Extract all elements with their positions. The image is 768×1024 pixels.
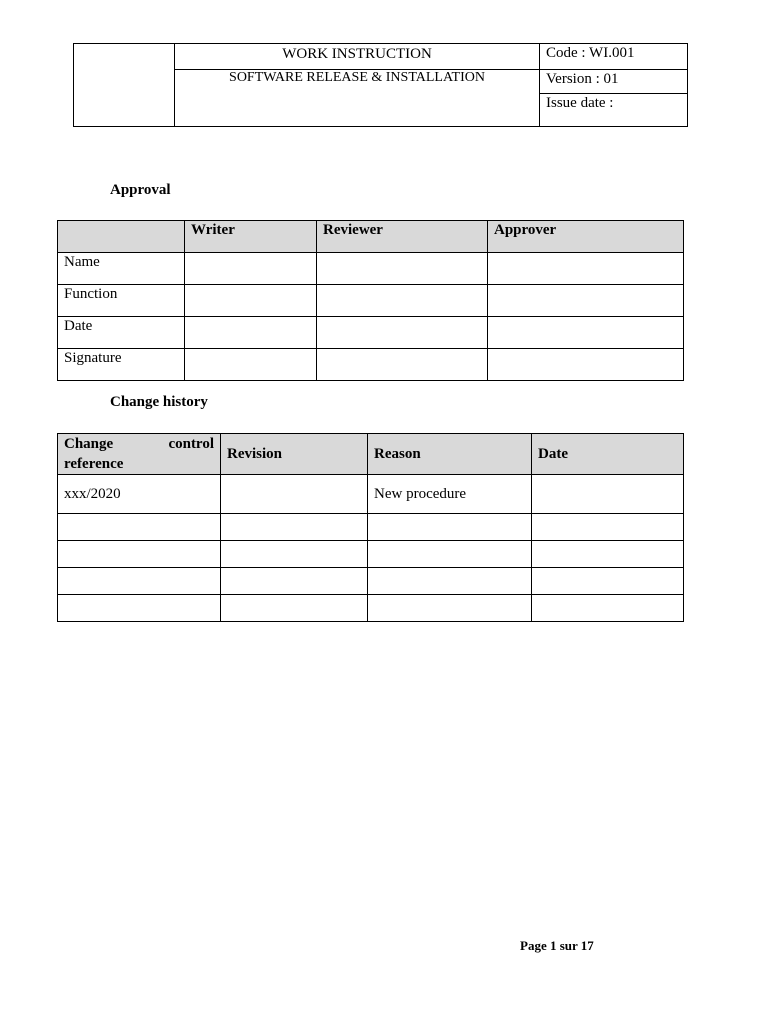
change-history-row [58, 568, 684, 595]
header-reason: Reason [368, 434, 532, 475]
change-history-header-row [58, 434, 684, 475]
history-cell-ref [58, 568, 221, 595]
document-title: WORK INSTRUCTION [175, 44, 540, 70]
history-cell-ref [58, 514, 221, 541]
header-ref-word-control: control [168, 436, 214, 452]
document-code: Code : WI.001 [540, 44, 688, 70]
change-history-row [58, 595, 684, 622]
approval-header-reviewer: Reviewer [317, 221, 488, 253]
approval-row [58, 317, 684, 349]
approval-row-label: Name [58, 253, 185, 285]
history-cell-date [532, 541, 684, 568]
approval-cell-approver [488, 317, 684, 349]
header-revision: Revision [221, 434, 368, 475]
approval-heading: Approval [110, 182, 171, 198]
approval-row [58, 253, 684, 285]
change-history-row [58, 475, 684, 514]
change-history-row [58, 541, 684, 568]
history-cell-reason [368, 568, 532, 595]
approval-cell-writer [185, 317, 317, 349]
page-number: Page 1 sur 17 [520, 938, 594, 953]
history-cell-revision [221, 541, 368, 568]
approval-header-row [58, 221, 684, 253]
approval-header-approver: Approver [488, 221, 684, 253]
history-cell-reason [368, 514, 532, 541]
approval-cell-writer [185, 285, 317, 317]
approval-table [57, 220, 684, 381]
approval-cell-approver [488, 253, 684, 285]
history-cell-date [532, 568, 684, 595]
change-history-heading: Change history [110, 394, 208, 410]
history-cell-revision [221, 514, 368, 541]
approval-row-label: Signature [58, 349, 185, 381]
logo-placeholder [74, 44, 175, 127]
approval-cell-approver [488, 285, 684, 317]
document-header [73, 43, 688, 127]
approval-cell-writer [185, 349, 317, 381]
change-history-table [57, 433, 684, 622]
approval-header-writer: Writer [185, 221, 317, 253]
document-version: Version : 01 [540, 70, 688, 94]
approval-cell-reviewer [317, 317, 488, 349]
approval-header-blank [58, 221, 185, 253]
history-cell-revision [221, 568, 368, 595]
header-ref-word-change: Change [64, 436, 114, 452]
header-ref-word-reference: reference [64, 456, 124, 472]
history-cell-revision [221, 595, 368, 622]
history-cell-ref: xxx/2020 [58, 475, 221, 514]
approval-cell-reviewer [317, 253, 488, 285]
history-cell-ref [58, 541, 221, 568]
header-date: Date [532, 434, 684, 475]
approval-row [58, 285, 684, 317]
approval-cell-reviewer [317, 349, 488, 381]
document-subtitle: SOFTWARE RELEASE & INSTALLATION [175, 70, 540, 127]
approval-cell-writer [185, 253, 317, 285]
history-cell-reason [368, 541, 532, 568]
change-history-row [58, 514, 684, 541]
approval-row [58, 349, 684, 381]
approval-cell-approver [488, 349, 684, 381]
history-cell-reason [368, 595, 532, 622]
history-cell-revision [221, 475, 368, 514]
document-issue-date: Issue date : [540, 94, 688, 127]
history-cell-date [532, 595, 684, 622]
history-cell-date [532, 514, 684, 541]
approval-row-label: Date [58, 317, 185, 349]
history-cell-ref [58, 595, 221, 622]
approval-cell-reviewer [317, 285, 488, 317]
history-cell-date [532, 475, 684, 514]
history-cell-reason: New procedure [368, 475, 532, 514]
header-change-control-reference [58, 434, 221, 475]
approval-row-label: Function [58, 285, 185, 317]
